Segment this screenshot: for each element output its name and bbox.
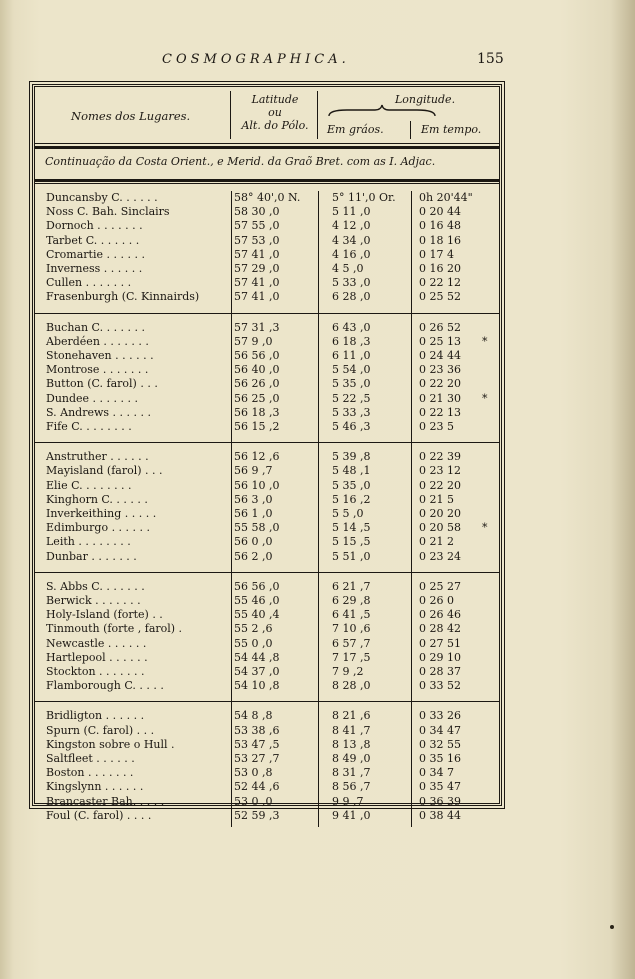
longitude-time-cell: 0 25 52	[419, 290, 461, 304]
longitude-time-cell: 0 26 52	[419, 320, 461, 334]
table-row	[35, 349, 499, 363]
longitude-time-cell: 0 23 36	[419, 363, 461, 377]
latitude-cell: 56 10 ,0	[234, 478, 280, 492]
header-longitude: Longitude.	[394, 93, 456, 106]
place-name: Berwick . . . . . . .	[46, 594, 141, 607]
place-name: Noss C. Bah. Sinclairs	[46, 205, 170, 219]
longitude-degrees-cell: 5 35 ,0	[332, 377, 371, 391]
latitude-cell: 57 53 ,0	[234, 233, 280, 247]
longitude-time-cell: 0 22 12	[419, 276, 461, 290]
header-latitude	[235, 93, 315, 132]
longitude-degrees-cell: 7 9 ,2	[332, 665, 364, 678]
longitude-degrees-cell: 4 34 ,0	[332, 233, 371, 247]
longitude-time-cell: 0 28 37	[419, 665, 461, 678]
latitude-cell: 53 38 ,6	[234, 723, 280, 737]
table-row	[35, 809, 499, 823]
longitude-time-cell: 0 27 51	[419, 636, 461, 650]
longitude-degrees-cell: 5 11 ,0	[332, 205, 371, 219]
table-row	[35, 594, 499, 608]
longitude-time-cell: 0 23 24	[419, 549, 461, 563]
longitude-time-cell: 0 33 26	[419, 709, 461, 723]
table-row	[35, 234, 499, 248]
table-row	[35, 335, 499, 349]
group-rule	[35, 572, 499, 573]
longitude-degrees-cell: 4 5 ,0	[332, 262, 364, 275]
longitude-time-cell: 0 21 5	[419, 492, 454, 506]
table-row	[35, 780, 499, 794]
longitude-degrees-cell: 8 49 ,0	[332, 752, 371, 765]
longitude-time-cell: 0 32 55	[419, 737, 461, 751]
place-name: Tarbet C. . . . . . .	[46, 233, 140, 247]
table-row	[35, 290, 499, 304]
longitude-degrees-cell: 5 33 ,0	[332, 276, 371, 290]
place-name: Dundee . . . . . . .	[46, 391, 139, 405]
table-row	[35, 262, 499, 276]
latitude-cell: 53 27 ,7	[234, 752, 280, 765]
longitude-time-cell: 0 21 30	[419, 391, 461, 405]
latitude-cell: 58 30 ,0	[234, 205, 280, 219]
place-name: Leith . . . . . . . .	[46, 535, 131, 549]
table-row	[35, 464, 499, 478]
longitude-degrees-cell: 7 10 ,6	[332, 622, 371, 636]
longitude-degrees-cell: 4 16 ,0	[332, 247, 371, 261]
star-marker: *	[482, 391, 488, 405]
header-rule	[35, 143, 499, 144]
longitude-degrees-cell: 8 21 ,6	[332, 709, 371, 723]
longitude-degrees-cell: 5 46 ,3	[332, 420, 371, 433]
place-name: Kinghorn C. . . . . .	[46, 492, 148, 506]
table-row	[35, 580, 499, 594]
latitude-cell: 56 2 ,0	[234, 549, 273, 563]
section-title: Continuação da Costa Orient., e Merid. da Graõ Bret. com as I. Adjac.	[45, 155, 436, 168]
place-name: Saltfleet . . . . . .	[46, 752, 135, 765]
longitude-degrees-cell: 6 21 ,7	[332, 579, 371, 593]
place-name: Holy-Island (forte) . .	[46, 608, 163, 622]
longitude-degrees-cell: 6 11 ,0	[332, 349, 371, 362]
longitude-degrees-cell: 5 51 ,0	[332, 549, 371, 563]
place-name: Inverness . . . . . .	[46, 262, 143, 275]
place-name: Brancaster Bah. . . . .	[46, 794, 165, 808]
place-name: S. Andrews . . . . . .	[46, 405, 151, 419]
latitude-cell: 54 10 ,8	[234, 679, 280, 693]
longitude-degrees-cell: 6 18 ,3	[332, 334, 371, 348]
place-name: Spurn (C. farol) . . .	[46, 723, 155, 737]
table-header	[35, 87, 499, 143]
group-rule	[35, 442, 499, 443]
group-rule	[35, 701, 499, 702]
longitude-degrees-cell: 8 31 ,7	[332, 766, 371, 780]
table-row	[35, 392, 499, 406]
place-name: Buchan C. . . . . . .	[46, 320, 146, 334]
latitude-cell: 53 0 ,8	[234, 766, 273, 780]
place-name: Anstruther . . . . . .	[46, 450, 149, 464]
latitude-cell: 56 40 ,0	[234, 363, 280, 377]
place-name: Fife C. . . . . . . .	[46, 420, 132, 433]
star-marker: *	[482, 521, 488, 535]
latitude-cell: 55 46 ,0	[234, 594, 280, 607]
place-name: Elie C. . . . . . . .	[46, 478, 132, 492]
place-name: Kingston sobre o Hull .	[46, 737, 175, 751]
place-name: Montrose . . . . . . .	[46, 363, 149, 377]
latitude-cell: 54 8 ,8	[234, 709, 273, 723]
longitude-degrees-cell: 8 28 ,0	[332, 679, 371, 693]
table-row	[35, 766, 499, 780]
longitude-time-cell: 0 28 42	[419, 622, 461, 636]
place-name: Hartlepool . . . . . .	[46, 650, 148, 664]
latitude-cell: 56 9 ,7	[234, 464, 273, 478]
longitude-time-cell: 0 25 13	[419, 334, 461, 348]
longitude-degrees-cell: 4 12 ,0	[332, 219, 371, 233]
longitude-time-cell: 0 26 46	[419, 608, 461, 622]
latitude-cell: 52 59 ,3	[234, 808, 280, 822]
longitude-time-cell: 0 22 20	[419, 377, 461, 391]
table-row	[35, 276, 499, 290]
table-row	[35, 535, 499, 549]
star-marker: *	[482, 334, 488, 348]
longitude-degrees-cell: 8 56 ,7	[332, 780, 371, 794]
place-name: Flamborough C. . . . .	[46, 679, 164, 693]
longitude-degrees-cell: 7 17 ,5	[332, 650, 371, 664]
longitude-time-cell: 0 24 44	[419, 349, 461, 362]
table-row	[35, 377, 499, 391]
latitude-cell: 55 40 ,4	[234, 608, 280, 622]
place-name: Stockton . . . . . . .	[46, 665, 145, 678]
table-row	[35, 420, 499, 434]
longitude-time-cell: 0 17 4	[419, 247, 454, 261]
latitude-cell: 54 37 ,0	[234, 665, 280, 678]
latitude-cell: 57 9 ,0	[234, 334, 273, 348]
latitude-cell: 58° 40',0 N.	[234, 191, 301, 204]
place-name: S. Abbs C. . . . . . .	[46, 579, 145, 593]
latitude-cell: 53 0 ,0	[234, 794, 273, 808]
longitude-time-cell: 0 20 20	[419, 507, 461, 520]
latitude-cell: 54 44 ,8	[234, 650, 280, 664]
longitude-degrees-cell: 5 16 ,2	[332, 492, 371, 506]
longitude-time-cell: 0 18 16	[419, 233, 461, 247]
header-tempo: Em tempo.	[421, 123, 482, 136]
longitude-time-cell: 0 35 16	[419, 752, 461, 765]
place-name: Dunbar . . . . . . .	[46, 549, 137, 563]
longitude-degrees-cell: 9 41 ,0	[332, 808, 371, 822]
longitude-degrees-cell: 6 57 ,7	[332, 636, 371, 650]
section-rule	[35, 183, 499, 184]
longitude-degrees-cell: 6 41 ,5	[332, 608, 371, 622]
table-row	[35, 622, 499, 636]
place-name: Edimburgo . . . . . .	[46, 521, 151, 535]
place-name: Kingslynn . . . . . .	[46, 780, 144, 794]
latitude-cell: 56 25 ,0	[234, 391, 280, 405]
longitude-time-cell: 0 36 39	[419, 794, 461, 808]
table-row	[35, 738, 499, 752]
place-name: Inverkeithing . . . . .	[46, 507, 157, 520]
table-row	[35, 608, 499, 622]
longitude-time-cell: 0 22 13	[419, 405, 461, 419]
latitude-cell: 57 41 ,0	[234, 247, 280, 261]
longitude-degrees-cell: 5 15 ,5	[332, 535, 371, 549]
table-row	[35, 363, 499, 377]
latitude-cell: 56 0 ,0	[234, 535, 273, 549]
header-divider	[410, 121, 411, 139]
place-name: Mayisland (farol) . . .	[46, 464, 163, 478]
header-latitude-line-1: Latitude	[251, 93, 299, 106]
table-row	[35, 406, 499, 420]
table-row	[35, 752, 499, 766]
place-name: Newcastle . . . . . .	[46, 636, 147, 650]
place-name: Cromartie . . . . . .	[46, 247, 145, 261]
place-name: Button (C. farol) . . .	[46, 377, 158, 391]
longitude-time-cell: 0 23 12	[419, 464, 461, 478]
longitude-degrees-cell: 5 14 ,5	[332, 521, 371, 535]
page-number: 155	[477, 51, 504, 67]
table-row	[35, 665, 499, 679]
longitude-degrees-cell: 5 39 ,8	[332, 450, 371, 464]
latitude-cell: 55 0 ,0	[234, 636, 273, 650]
place-name: Foul (C. farol) . . . .	[46, 808, 152, 822]
place-name: Boston . . . . . . .	[46, 766, 134, 780]
longitude-degrees-cell: 6 29 ,8	[332, 594, 371, 607]
latitude-cell: 57 31 ,3	[234, 320, 280, 334]
latitude-cell: 56 26 ,0	[234, 377, 280, 391]
longitude-time-cell: 0 34 47	[419, 723, 461, 737]
latitude-cell: 56 56 ,0	[234, 579, 280, 593]
longitude-time-cell: 0 21 2	[419, 535, 454, 549]
longitude-time-cell: 0 22 39	[419, 450, 461, 464]
longitude-time-cell: 0 20 44	[419, 205, 461, 219]
longitude-degrees-cell: 5 48 ,1	[332, 464, 371, 478]
header-rule	[35, 146, 499, 149]
paper-speck	[610, 925, 614, 929]
longitude-time-cell: 0 33 52	[419, 679, 461, 693]
coordinates-table	[32, 84, 502, 822]
place-name: Stonehaven . . . . . .	[46, 349, 154, 362]
table-row	[35, 724, 499, 738]
longitude-time-cell: 0 20 58	[419, 521, 461, 535]
longitude-degrees-cell: 6 43 ,0	[332, 320, 371, 334]
place-name: Frasenburgh (C. Kinnairds)	[46, 290, 200, 304]
table-row	[35, 651, 499, 665]
latitude-cell: 57 41 ,0	[234, 276, 280, 290]
table-row	[35, 637, 499, 651]
table-row	[35, 709, 499, 723]
longitude-time-cell: 0 25 27	[419, 579, 461, 593]
longitude-degrees-cell: 5 35 ,0	[332, 478, 371, 492]
longitude-time-cell: 0 22 20	[419, 478, 461, 492]
place-name: Duncansby C. . . . . .	[46, 191, 158, 204]
latitude-cell: 56 15 ,2	[234, 420, 280, 433]
table-row	[35, 521, 499, 535]
latitude-cell: 55 2 ,6	[234, 622, 273, 636]
latitude-cell: 56 18 ,3	[234, 405, 280, 419]
longitude-time-cell: 0 23 5	[419, 420, 454, 433]
longitude-degrees-cell: 5 5 ,0	[332, 507, 364, 520]
latitude-cell: 56 3 ,0	[234, 492, 273, 506]
table-row	[35, 191, 499, 205]
latitude-cell: 55 58 ,0	[234, 521, 280, 535]
table-row	[35, 219, 499, 233]
longitude-degrees-cell: 5° 11',0 Or.	[332, 191, 396, 204]
place-name: Cullen . . . . . . .	[46, 276, 132, 290]
header-divider	[317, 91, 318, 139]
latitude-cell: 56 12 ,6	[234, 450, 280, 464]
latitude-cell: 57 55 ,0	[234, 219, 280, 233]
header-names: Nomes dos Lugares.	[71, 109, 191, 123]
table-row	[35, 321, 499, 335]
longitude-time-cell: 0 29 10	[419, 650, 461, 664]
longitude-degrees-cell: 8 41 ,7	[332, 723, 371, 737]
longitude-degrees-cell: 5 22 ,5	[332, 391, 371, 405]
place-name: Tinmouth (forte , farol) .	[46, 622, 183, 636]
table-row	[35, 795, 499, 809]
longitude-time-cell: 0 34 7	[419, 766, 454, 780]
latitude-cell: 53 47 ,5	[234, 737, 280, 751]
header-latitude-line-3: Alt. do Pólo.	[241, 119, 309, 132]
longitude-time-cell: 0 26 0	[419, 594, 454, 607]
place-name: Aberdéen . . . . . . .	[46, 334, 149, 348]
table-row	[35, 450, 499, 464]
table-row	[35, 248, 499, 262]
header-graus: Em gráos.	[327, 123, 384, 136]
latitude-cell: 56 56 ,0	[234, 349, 280, 362]
longitude-degrees-cell: 5 54 ,0	[332, 363, 371, 377]
group-rule	[35, 313, 499, 314]
table-row	[35, 679, 499, 693]
longitude-time-cell: 0 16 48	[419, 219, 461, 233]
table-row	[35, 205, 499, 219]
place-name: Bridligton . . . . . .	[46, 709, 145, 723]
header-latitude-line-2: ou	[268, 106, 282, 119]
latitude-cell: 57 41 ,0	[234, 290, 280, 304]
header-divider	[230, 91, 231, 139]
brace-icon	[327, 104, 437, 118]
table-row	[35, 507, 499, 521]
latitude-cell: 57 29 ,0	[234, 262, 280, 275]
longitude-time-cell: 0 35 47	[419, 780, 461, 794]
place-name: Dornoch . . . . . . .	[46, 219, 143, 233]
latitude-cell: 56 1 ,0	[234, 507, 273, 520]
longitude-time-cell: 0h 20'44"	[419, 191, 473, 204]
longitude-degrees-cell: 8 13 ,8	[332, 737, 371, 751]
longitude-degrees-cell: 9 9 ,7	[332, 794, 364, 808]
latitude-cell: 52 44 ,6	[234, 780, 280, 794]
longitude-time-cell: 0 16 20	[419, 262, 461, 275]
longitude-time-cell: 0 38 44	[419, 808, 461, 822]
longitude-degrees-cell: 6 28 ,0	[332, 290, 371, 304]
running-head: COSMOGRAPHICA.	[162, 52, 350, 67]
table-row	[35, 550, 499, 564]
longitude-degrees-cell: 5 33 ,3	[332, 405, 371, 419]
table-row	[35, 479, 499, 493]
table-row	[35, 493, 499, 507]
section-rule	[35, 179, 499, 182]
